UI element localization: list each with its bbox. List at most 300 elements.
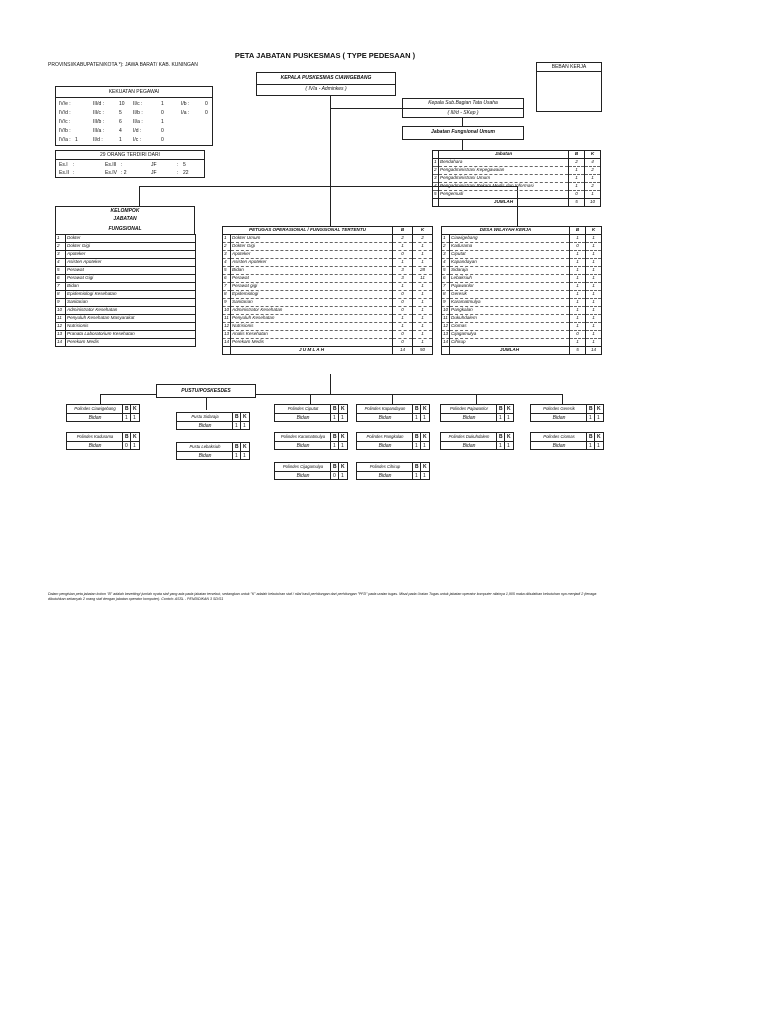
table-cell: 1	[413, 315, 433, 323]
table-cell: 28	[413, 267, 433, 275]
unit-grid-line	[586, 433, 587, 449]
connector-line	[330, 108, 402, 109]
unit-box	[356, 462, 430, 480]
kelompok-title-2: JABATAN	[113, 216, 137, 222]
unit-box	[66, 404, 140, 422]
table-cell: 8	[56, 291, 66, 299]
table-cell: 5	[56, 267, 66, 275]
table-cell: 10	[223, 307, 231, 315]
province-label: PROVINSI/KABUPATEN/KOTA *): JAWA BARAT/ KAB. KUNINGAN	[48, 62, 198, 68]
table-row	[433, 159, 601, 167]
jfu-total-k: 10	[585, 199, 601, 207]
unit-header-k: K	[243, 414, 247, 420]
kekuatan-cell: IV/d :	[59, 110, 71, 116]
table-row	[223, 331, 433, 339]
kelompok-title-3: FUNGSIONAL	[108, 226, 142, 232]
unit-header-k: K	[507, 434, 511, 440]
unit-name: Polindes Kapandayan	[364, 406, 406, 411]
table-cell: 1	[586, 275, 602, 283]
table-cell: 1	[586, 299, 602, 307]
table-row	[223, 243, 433, 251]
kekuatan-cell: 1	[75, 137, 78, 143]
table-cell: 3	[393, 267, 413, 275]
table-cell: 1	[569, 167, 585, 175]
table-cell: Bidan	[231, 267, 393, 275]
table-cell: 1	[585, 175, 601, 183]
unit-b: 1	[235, 423, 238, 429]
unit-name: Polindes Ciomas	[543, 434, 575, 439]
unit-b: 0	[125, 443, 128, 449]
table-row	[223, 291, 433, 299]
table-cell: 1	[586, 267, 602, 275]
table-cell: Epidemiologi	[231, 291, 393, 299]
unit-box	[274, 404, 348, 422]
table-cell: 0	[393, 299, 413, 307]
table-cell: 6	[56, 275, 66, 283]
unit-role: Bidan	[198, 423, 212, 429]
table-cell: 11	[413, 275, 433, 283]
unit-k: 1	[597, 443, 600, 449]
table-row	[442, 275, 602, 283]
table-cell: 13	[56, 331, 66, 339]
unit-k: 1	[341, 443, 344, 449]
kekuatan-cell: III/c :	[93, 110, 104, 116]
unit-grid-line	[357, 471, 429, 472]
unit-role: Bidan	[296, 473, 310, 479]
unit-box	[176, 442, 250, 460]
table-row	[223, 235, 433, 243]
table-cell: 5	[223, 267, 231, 275]
unit-grid-line	[122, 405, 123, 421]
table-cell: Dokter Umum	[231, 235, 393, 243]
table-cell: Perawat	[231, 275, 393, 283]
unit-box	[356, 404, 430, 422]
table-cell: Sidaraja	[450, 267, 570, 275]
connector-line	[462, 118, 463, 126]
table-cell: 3	[56, 251, 66, 259]
unit-header-k: K	[133, 406, 137, 412]
table-cell: Penyuluh Kesehatan Masyarakat	[66, 315, 196, 323]
unit-grid-line	[420, 405, 421, 421]
table-cell: 4	[442, 259, 450, 267]
connector-line	[256, 394, 562, 395]
orang-cell: 22	[183, 170, 189, 176]
unit-header-k: K	[133, 434, 137, 440]
table-cell: 1	[570, 291, 586, 299]
table-cell: Pangkalan	[450, 307, 570, 315]
table-cell: 1	[586, 283, 602, 291]
table-row	[223, 323, 433, 331]
table-cell: 2	[585, 183, 601, 191]
unit-name: Pustu Sidaraja	[191, 414, 219, 419]
table-row	[442, 243, 602, 251]
unit-grid-line	[496, 405, 497, 421]
table-row	[433, 175, 601, 183]
unit-grid-line	[496, 433, 497, 449]
kekuatan-cell: 0	[205, 110, 208, 116]
petugas-header-b: B	[393, 227, 413, 235]
unit-role: Bidan	[198, 453, 212, 459]
connector-line	[392, 394, 393, 404]
orang-cell: Es.I	[59, 162, 68, 168]
table-cell: 1	[586, 291, 602, 299]
petugas-table	[222, 226, 433, 355]
table-row	[223, 259, 433, 267]
table-cell: Kapandayan	[450, 259, 570, 267]
table-cell: Nutrisionis	[231, 323, 393, 331]
petugas-total-k: 50	[413, 347, 433, 355]
table-cell: 1	[570, 259, 586, 267]
table-cell: 1	[586, 339, 602, 347]
table-cell: Epidemiologi Kesehatan	[66, 291, 196, 299]
table-cell: Pengadministrasi Rekam Medis dan Informasi	[439, 183, 569, 191]
table-cell: 11	[442, 315, 450, 323]
table-cell: 0	[570, 331, 586, 339]
orang-cell: : 2	[121, 170, 127, 176]
table-cell: 1	[393, 283, 413, 291]
kekuatan-cell: 0	[161, 110, 164, 116]
unit-b: 1	[125, 415, 128, 421]
unit-grid-line	[338, 405, 339, 421]
unit-k: 1	[341, 415, 344, 421]
unit-grid-line	[420, 433, 421, 449]
unit-b: 1	[235, 453, 238, 459]
table-row	[56, 323, 196, 331]
desa-total-k: 14	[586, 347, 602, 355]
orang-cell: Es.II	[59, 170, 70, 176]
unit-grid-line	[531, 441, 603, 442]
table-cell: 1	[586, 235, 602, 243]
table-row	[433, 167, 601, 175]
table-cell: Pranata Laboratorium Kesehatan	[66, 331, 196, 339]
unit-header-k: K	[243, 444, 247, 450]
unit-header-b: B	[415, 464, 419, 470]
unit-k: 1	[243, 423, 246, 429]
unit-header-b: B	[333, 434, 337, 440]
unit-b: 1	[415, 415, 418, 421]
table-cell: 1	[570, 339, 586, 347]
unit-k: 1	[243, 453, 246, 459]
table-cell: Ciawigebang	[450, 235, 570, 243]
table-cell: 5	[442, 267, 450, 275]
unit-b: 1	[333, 415, 336, 421]
unit-header-b: B	[333, 464, 337, 470]
petugas-total-b: 14	[393, 347, 413, 355]
table-cell: 7	[223, 283, 231, 291]
table-row	[442, 235, 602, 243]
unit-box	[274, 462, 348, 480]
kekuatan-cell: 1	[119, 137, 122, 143]
unit-name: Polindes Karamatmulya	[280, 434, 326, 439]
connector-line	[562, 394, 563, 404]
table-row	[223, 299, 433, 307]
orang-box	[55, 150, 205, 178]
kepala-title: KEPALA PUSKESMAS CIAWIGEBANG	[280, 75, 372, 81]
orang-cell: :	[177, 170, 179, 176]
connector-line	[476, 394, 477, 404]
table-cell: Perekam Medis	[231, 339, 393, 347]
unit-k: 1	[133, 415, 136, 421]
table-cell: 1	[586, 259, 602, 267]
unit-name: Polindes Kadurama	[76, 434, 114, 439]
table-row	[56, 291, 196, 299]
table-cell: 1	[585, 191, 601, 199]
unit-grid-line	[412, 463, 413, 479]
unit-k: 1	[133, 443, 136, 449]
table-cell: 6	[442, 275, 450, 283]
unit-grid-line	[275, 471, 347, 472]
unit-name: Polindes Pajawanlor	[450, 406, 488, 411]
unit-grid-line	[240, 413, 241, 429]
table-row	[56, 315, 196, 323]
unit-box	[440, 432, 514, 450]
kekuatan-title: KEKUATAN PEGAWAI	[108, 89, 160, 95]
unit-header-k: K	[597, 406, 601, 412]
unit-box	[440, 404, 514, 422]
orang-cell: JF	[151, 170, 157, 176]
pustu-header-label: PUSTU/POSKESDES	[181, 388, 231, 394]
unit-box	[274, 432, 348, 450]
kasubag-rank: ( III/d - SKep )	[447, 110, 479, 116]
table-cell: Pajawanlor	[450, 283, 570, 291]
table-row	[442, 323, 602, 331]
table-cell: 4	[585, 159, 601, 167]
table-cell: 14	[223, 339, 231, 347]
table-cell: 1	[586, 315, 602, 323]
desa-header-title: DESA WILAYAH KERJA	[442, 227, 570, 235]
unit-header-k: K	[423, 434, 427, 440]
table-cell: 12	[442, 323, 450, 331]
unit-header-b: B	[499, 434, 503, 440]
table-cell: 1	[413, 251, 433, 259]
kekuatan-cell: III/b :	[93, 119, 105, 125]
table-cell: 0	[393, 307, 413, 315]
pustu-header	[156, 384, 256, 398]
unit-header-k: K	[597, 434, 601, 440]
table-row	[442, 299, 602, 307]
kekuatan-cell: 1	[161, 101, 164, 107]
kekuatan-cell: 0	[161, 128, 164, 134]
kekuatan-cell: III/d :	[93, 101, 105, 107]
connector-line	[139, 186, 140, 206]
table-cell: 13	[442, 331, 450, 339]
table-row	[442, 307, 602, 315]
table-cell: 3	[393, 275, 413, 283]
table-row	[56, 243, 196, 251]
unit-b: 0	[333, 473, 336, 479]
orang-cell: 5	[183, 162, 186, 168]
table-cell: Administrator Kesehatan	[231, 307, 393, 315]
unit-role: Bidan	[296, 443, 310, 449]
table-row	[56, 331, 196, 339]
unit-b: 1	[499, 415, 502, 421]
table-cell: Penyuluh Kesehatan	[231, 315, 393, 323]
table-cell: Administrator Kesehatan	[66, 307, 196, 315]
unit-box	[356, 432, 430, 450]
kekuatan-cell: IV/b :	[59, 128, 71, 134]
unit-header-b: B	[125, 406, 129, 412]
desa-header-k: K	[586, 227, 602, 235]
table-row	[56, 235, 196, 243]
table-cell: 13	[223, 331, 231, 339]
table-cell: 11	[56, 315, 66, 323]
table-cell: 1	[413, 323, 433, 331]
unit-grid-line	[357, 441, 429, 442]
table-cell: Geresik	[450, 291, 570, 299]
table-row	[223, 267, 433, 275]
table-cell: 0	[393, 331, 413, 339]
table-cell: 1	[413, 339, 433, 347]
kelompok-title-1: KELOMPOK	[110, 208, 140, 214]
jfu-table	[432, 150, 601, 207]
table-cell: 1	[569, 175, 585, 183]
unit-header-b: B	[589, 406, 593, 412]
orang-cell: :	[177, 162, 179, 168]
table-cell: 3	[223, 251, 231, 259]
unit-header-k: K	[341, 464, 345, 470]
kekuatan-cell: III/a :	[93, 128, 105, 134]
kekuatan-cell: 4	[119, 128, 122, 134]
table-cell: 2	[585, 167, 601, 175]
unit-name: Polindes Cijagamulya	[282, 464, 324, 469]
unit-header-k: K	[341, 406, 345, 412]
table-cell: 1	[570, 315, 586, 323]
unit-grid-line	[357, 413, 429, 414]
table-cell: Dokter Gigi	[66, 243, 196, 251]
page-title: PETA JABATAN PUSKESMAS ( TYPE PEDESAAN )	[234, 51, 416, 60]
unit-box	[66, 432, 140, 450]
table-cell: 0	[570, 243, 586, 251]
table-cell: 1	[586, 323, 602, 331]
table-row	[442, 291, 602, 299]
table-cell: 1	[569, 183, 585, 191]
table-cell: 9	[56, 299, 66, 307]
unit-grid-line	[330, 405, 331, 421]
table-cell: 4	[56, 259, 66, 267]
table-cell: Analis Kesehatan	[231, 331, 393, 339]
jfu-header-k: K	[585, 151, 601, 159]
table-cell: 4	[433, 183, 439, 191]
table-row	[442, 251, 602, 259]
table-cell: 1	[570, 307, 586, 315]
unit-header-b: B	[415, 406, 419, 412]
table-row	[56, 275, 196, 283]
kasubag-title: Kepala Sub.Bagian Tata Usaha	[428, 100, 498, 106]
table-cell: 1	[56, 235, 66, 243]
unit-grid-line	[420, 463, 421, 479]
unit-header-k: K	[507, 406, 511, 412]
unit-grid-line	[586, 405, 587, 421]
unit-grid-line	[594, 405, 595, 421]
kelompok-table	[55, 234, 196, 347]
kekuatan-cell: II/b :	[133, 110, 143, 116]
unit-box	[530, 404, 604, 422]
unit-role: Bidan	[378, 443, 392, 449]
table-cell: 7	[56, 283, 66, 291]
kekuatan-cell: IV/e :	[59, 101, 71, 107]
jfu-box	[402, 126, 524, 140]
kekuatan-cell: 6	[119, 119, 122, 125]
table-row	[442, 267, 602, 275]
kekuatan-cell: II/c :	[133, 101, 143, 107]
table-cell: Pengemudi	[439, 191, 569, 199]
table-cell: 1	[393, 243, 413, 251]
table-cell: 14	[56, 339, 66, 347]
jfu-total-b: 5	[569, 199, 585, 207]
desa-total-b: 5	[570, 347, 586, 355]
table-cell: 2	[442, 243, 450, 251]
unit-role: Bidan	[462, 443, 476, 449]
unit-box	[176, 412, 250, 430]
table-cell: 9	[442, 299, 450, 307]
table-cell: Sanitarian	[66, 299, 196, 307]
table-row	[56, 259, 196, 267]
kekuatan-cell: 10	[119, 101, 125, 107]
unit-header-k: K	[341, 434, 345, 440]
unit-grid-line	[441, 413, 513, 414]
unit-k: 1	[507, 443, 510, 449]
unit-grid-line	[67, 441, 139, 442]
unit-grid-line	[240, 443, 241, 459]
petugas-total-label: J U M L A H	[231, 347, 393, 355]
table-cell: 10	[442, 307, 450, 315]
table-cell: Pengadministrasi Kepegawaian	[439, 167, 569, 175]
table-row	[223, 315, 433, 323]
table-cell: 1	[586, 251, 602, 259]
unit-header-b: B	[589, 434, 593, 440]
kekuatan-cell: I/b :	[181, 101, 190, 107]
table-cell: 0	[393, 251, 413, 259]
table-cell: 3	[433, 175, 439, 183]
table-row	[56, 251, 196, 259]
unit-role: Bidan	[378, 415, 392, 421]
table-cell: 1	[586, 243, 602, 251]
connector-line	[462, 140, 463, 150]
table-cell: 1	[586, 307, 602, 315]
orang-cell: :	[121, 162, 123, 168]
connector-line	[330, 186, 331, 226]
table-cell: 1	[413, 291, 433, 299]
unit-grid-line	[412, 405, 413, 421]
unit-grid-line	[504, 405, 505, 421]
table-cell: 14	[442, 339, 450, 347]
table-cell: 11	[223, 315, 231, 323]
unit-k: 1	[341, 473, 344, 479]
table-cell: 10	[56, 307, 66, 315]
unit-name: Polindes Cihirup	[369, 464, 401, 469]
unit-b: 1	[415, 473, 418, 479]
unit-k: 1	[423, 443, 426, 449]
orang-cell: :	[73, 170, 75, 176]
beban-kerja-label: BEBAN KERJA	[551, 64, 587, 70]
table-row	[433, 191, 601, 199]
table-cell: 1	[393, 315, 413, 323]
connector-line	[100, 394, 101, 404]
kekuatan-cell: I/a :	[181, 110, 190, 116]
unit-role: Bidan	[552, 415, 566, 421]
table-cell: Sanitarian	[231, 299, 393, 307]
kasubag-box	[402, 98, 524, 118]
unit-name: Polindes Dukuhdalem	[448, 434, 490, 439]
table-cell: 2	[569, 159, 585, 167]
table-cell: 8	[442, 291, 450, 299]
table-cell: Perekam Medis	[66, 339, 196, 347]
unit-grid-line	[67, 413, 139, 414]
table-cell: 1	[413, 331, 433, 339]
table-cell: 1	[570, 267, 586, 275]
table-cell: 0	[393, 291, 413, 299]
table-cell: Asisten Apoteker	[66, 259, 196, 267]
